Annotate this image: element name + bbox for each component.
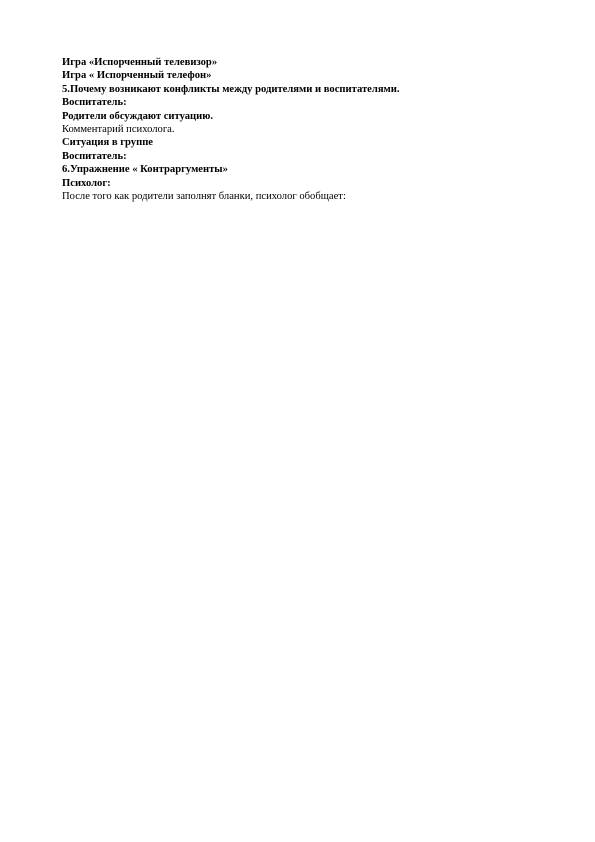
body-paragraph: После того как родители заполнят бланки, психолог обобщает: (62, 191, 346, 203)
section-heading: Игра « Испорченный телефон» (62, 70, 212, 82)
body-paragraph: Комментарий психолога. (62, 124, 175, 136)
section-heading: Воспитатель: (62, 97, 127, 109)
section-heading: Ситуация в группе (62, 137, 153, 149)
section-heading: Игра «Испорченный телевизор» (62, 57, 218, 68)
section-heading: 5.Почему возникают конфликты между родителями и воспитателями. (62, 83, 400, 95)
section-heading: Родители обсуждают ситуацию. (62, 110, 213, 122)
section-heading: Психолог: (62, 177, 111, 189)
section-heading: 6.Упражнение « Контраргументы» (62, 164, 228, 176)
section-heading: Воспитатель: (62, 150, 127, 162)
